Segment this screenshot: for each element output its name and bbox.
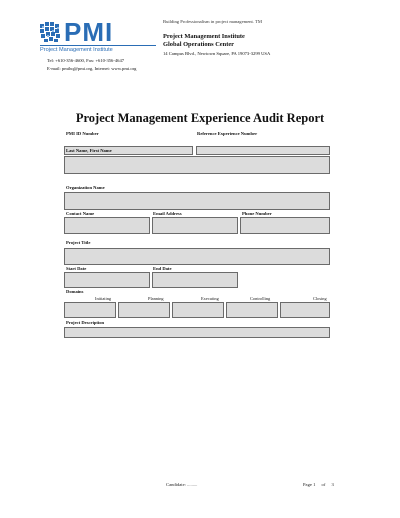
domain-field-initiating[interactable] xyxy=(64,302,116,318)
project-title-field[interactable] xyxy=(64,248,330,265)
contact-email: E-mail: pmihq@pmi.org, Internet: www.pmi.org xyxy=(47,66,137,71)
total-pages: 3 xyxy=(331,482,334,487)
domain-label-controlling: Controlling xyxy=(250,296,271,301)
phone-field[interactable] xyxy=(240,217,330,234)
project-title-label: Project Title xyxy=(66,240,91,245)
logo-wordmark: PMI xyxy=(64,17,114,47)
candidate-footer: Candidate: ......... xyxy=(166,482,198,487)
domain-field-planning[interactable] xyxy=(118,302,170,318)
domain-label-initiating: Initiating xyxy=(95,296,112,301)
pmi-id-label: PMI ID Number xyxy=(66,131,99,136)
domain-label-planning: Planning xyxy=(148,296,164,301)
domain-label-closing: Closing xyxy=(313,296,327,301)
pmi-logo xyxy=(38,17,156,54)
name-label: Last Name, First Name xyxy=(66,148,112,153)
phone-label: Phone Number xyxy=(242,211,272,216)
page-title: Project Management Experience Audit Report xyxy=(75,111,325,125)
description-field[interactable] xyxy=(64,327,330,338)
domains-label: Domains xyxy=(66,289,84,294)
end-date-label: End Date xyxy=(153,266,172,271)
reference-number-field[interactable] xyxy=(196,146,330,155)
description-label: Project Description xyxy=(66,320,105,325)
page-number: Page 1 xyxy=(303,482,316,487)
address: 14 Campus Blvd., Newtown Square, PA 19073-3299 USA xyxy=(163,51,271,56)
contact-phone: Tel: +610-356-4600, Fax: +610-356-4647 xyxy=(47,58,125,63)
contact-name-field[interactable] xyxy=(64,217,150,234)
domain-field-closing[interactable] xyxy=(280,302,330,318)
domain-label-executing: Executing xyxy=(201,296,219,301)
organization-label: Organization Name xyxy=(66,185,105,190)
reference-number-label: Reference Experience Number xyxy=(197,131,258,136)
logo-subtitle: Project Management Institute xyxy=(40,45,156,53)
email-field[interactable] xyxy=(152,217,238,234)
email-label: Email Address xyxy=(153,211,182,216)
start-date-label: Start Date xyxy=(66,266,87,271)
center-name: Global Operations Center xyxy=(163,41,235,48)
org-name: Project Management Institute xyxy=(163,33,245,40)
page-of: of xyxy=(321,482,326,487)
end-date-field[interactable] xyxy=(152,272,238,288)
page-number-footer xyxy=(303,482,334,487)
name-field[interactable] xyxy=(64,156,330,174)
contact-name-label: Contact Name xyxy=(66,211,95,216)
start-date-field[interactable] xyxy=(64,272,150,288)
domain-field-executing[interactable] xyxy=(172,302,224,318)
domain-field-controlling[interactable] xyxy=(226,302,278,318)
tagline: Building Professionalism in project management. TM xyxy=(163,19,262,24)
organization-field[interactable] xyxy=(64,192,330,210)
